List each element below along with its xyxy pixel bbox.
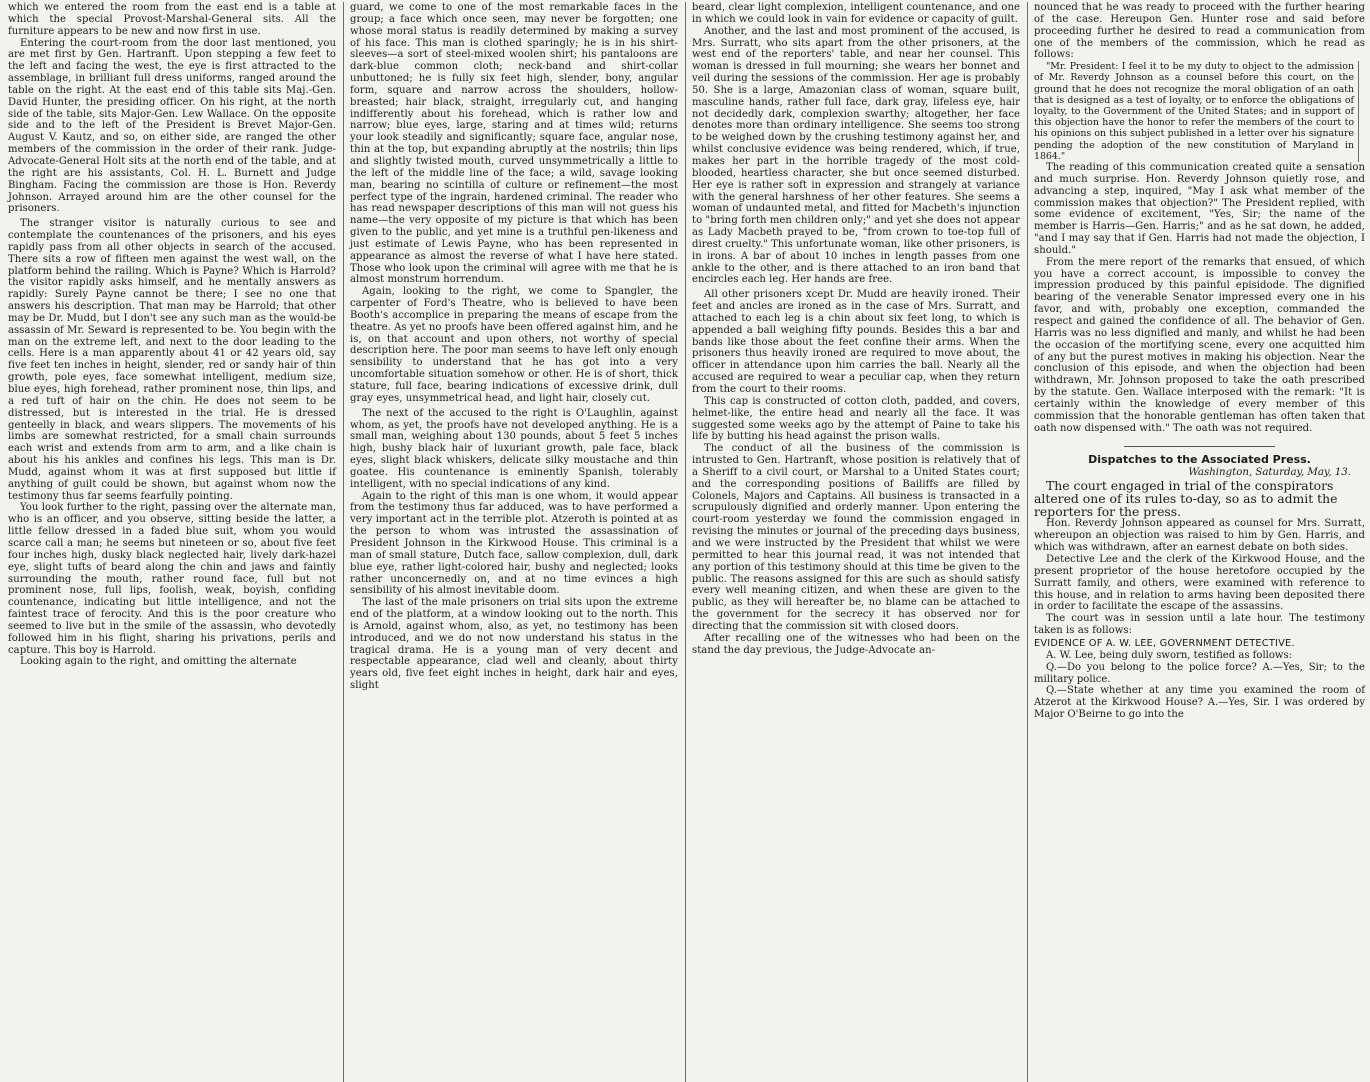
- col1-paragraph: Entering the court-room from the door last mentioned, you are met first by Gen. Hartranft. Upon stepping a few feet to the left and facing the west, the eye is first attracted to the assemblage, in brilliant full dress uniforms, ranged around the table on the right. At the east end of this table sits Maj.-Gen. David Hunter, the presiding officer. On his right, at the north side of the table, sits Major-Gen. Lew Wallace. On the opposite side and to the left of the President is Brevet Major-Gen. August V. Kautz, and so, on either side, are ranged the other members of the commission in the order of their rank. Judge-Advocate-General Holt sits at the north end of the table, and at the right are his assistants, Col. H. L. Burnett and Judge Bingham. Facing the commission are those is Hon. Reverdy Johnson. Arrayed around him are the other counsel for the prisoners.: [8, 37, 336, 215]
- column-1: [2, 2, 344, 1082]
- col3-paragraph: Another, and the last and most prominent of the accused, is Mrs. Surratt, who sits apart from the other prisoners, at the west end of the reporters' table, and near her counsel. This woman is dressed in full mourning; she wears her bonnet and veil during the sessions of the commission. Her age is probably 50. She is a large, Amazonian class of woman, square built, masculine hands, rather full face, dark gray, lifeless eye, hair not decidedly dark, complexion swarthy; altogether, her face denotes more than ordinary intelligence. She seems too strong to be weighed down by the crushing testimony against her, and whilst conclusive evidence was being rendered, which, if true, makes her part in the horrible tragedy of the most cold-blooded, heartless character, she but once seemed disturbed. Her eye is rather soft in expression and strangely at variance with the general harshness of her other features. She seems a woman of undaunted metal, and fitted for Macbeth's injunction to "bring forth men children only;" and yet she does not appear as Lady Macbeth prayed to be, "from crown to toe-top full of direst cruelty." This unfortunate woman, like other prisoners, is in irons. A bar of about 10 inches in length passes from one ankle to the other, and is there attached to an iron band that encircles each leg. Her hands are free.: [692, 25, 1020, 286]
- col1-paragraph: The stranger visitor is naturally curious to see and contemplate the countenances of the prisoners, and his eyes rapidly pass from all other objects in search of the accused. There sits a row of fifteen men against the west wall, on the platform behind the railing. Which is Payne? Which is Harrold? the visitor rapidly asks himself, and he mentally answers as rapidly: Surely Payne cannot be there; I see no one that answers his description. That man may be Harrold; that other may be Dr. Mudd, but I don't see any such man as the would-be assassin of Mr. Seward is represented to be. You begin with the man on the extreme left, and next to the door leading to the cells. Here is a man apparently about 41 or 42 years old, say five feet ten inches in height, slender, red or sandy hair of thin growth, pole eyes, face somewhat intelligent, medium size, blue eyes, high forehead, rather prominent nose, thin lips, and a red tuft of hair on the chin. He does not seem to be distressed, but is interested in the trial. He is dressed genteelly in black, and wears slippers. The movements of his limbs are somewhat restricted, for a small chain surrounds each wrist and extends from arm to arm, and a like chain is about his his ankles and confines his legs. This man is Dr. Mudd, against whom it was at first supposed but little if anything of guilt could be shown, but against whom now the testimony thus far seems fearfully pointing.: [8, 218, 336, 502]
- col4-opening: nounced that he was ready to proceed with the further hearing of the case. Hereupon Gen. Hunter rose and said before proceeding further he desired to read a communication from one of the members of the commission, which he read as follows:: [1034, 2, 1365, 61]
- dispatch-headline: Dispatches to the Associated Press.: [1088, 453, 1311, 467]
- col1-paragraph: You look further to the right, passing over the alternate man, who is an officer, and you observe, sitting beside the latter, a little fellow dressed in a faded blue suit, whom you would scarce call a man; he seems but nineteen or so, about five feet four inches high, dusky black neglected hair, lively dark-hazel eye, slight tufts of beard along the chin and jaws and faintly surrounding the mouth, rather round face, full but not prominent nose, full lips, foolish, weak, boyish, confiding countenance, indicating but little intelligence, and not the faintest trace of ferocity. And this is the poor creature who seemed to live but in the smile of the assassin, who devotedly followed him in his flight, sharing his privations, perils and capture. This boy is Harrold.: [8, 502, 336, 656]
- col1-paragraph: Looking again to the right, and omitting the alternate: [20, 656, 297, 668]
- evidence-line: Q.—Do you belong to the police force? A.—Yes, Sir; to the military police.: [1034, 661, 1365, 685]
- dispatch-paragraph: Detective Lee and the clerk of the Kirkwood House, and the present proprietor of the house heretofore occupied by the Surratt family, and others, were examined with reference to this house, and in relation to arms having been deposited there in order to facilitate the escape of the assassins.: [1034, 553, 1365, 613]
- col1-paragraph: which we entered the room from the east end is a table at which the special Provost-Marshal-General sits. All the furniture appears to be new and now first in use.: [8, 2, 336, 37]
- col3-paragraph: This cap is constructed of cotton cloth, padded, and covers, helmet-like, the entire head and nearly all the face. It was suggested some weeks ago by the attempt of Paine to take his life by butting his head against the prison walls.: [692, 395, 1020, 443]
- section-divider: [1124, 446, 1275, 447]
- col3-paragraph: All other prisoners xcept Dr. Mudd are heavily ironed. Their feet and ancles are ironed as in the case of Mrs. Surratt, and attached to each leg is a chin about six feet long, to which is appended a ball weighing fifty pounds. Besides this a bar and bands like those about the feet confine their arms. When the prisoners thus heavily ironed are required to move about, the officer in attendance upon him carries the ball. Nearly all the accused are required to wear a peculiar cap, when they return from the court to their rooms.: [692, 289, 1020, 395]
- evidence-line: Q.—State whether at any time you examined the room of Atzerot at the Kirkwood House? A.—Yes, Sir. I was ordered by Major O'Beirne to go into the: [1034, 685, 1365, 721]
- col3-paragraph: beard, clear light complexion, intelligent countenance, and one in which we could look in vain for evidence or capacity of guilt.: [692, 2, 1020, 25]
- col2-paragraph: Again to the right of this man is one whom, it would appear from the testimony thus far adduced, was to have performed a very important act in the terrible plot. Atzeroth is pointed at as the person to whom was intrusted the assassination of President Johnson in the Kirkwood House. This criminal is a man of small stature, Dutch face, sallow complexion, dull, dark blue eye, rather light-colored hair, bushy and neglected; looks rather unconcernedly on, and at no time evinces a high sensibility of his almost inevitable doom.: [350, 490, 678, 597]
- evidence-heading: EVIDENCE OF A. W. LEE, GOVERNMENT DETECTIVE.: [1034, 637, 1295, 649]
- column-4: [1028, 2, 1370, 1082]
- col2-paragraph: The last of the male prisoners on trial sits upon the extreme end of the platform, at a window looking out to the north. This is Arnold, against whom, also, as yet, no testimony has been introduced, and we do not now understand his status in the tragical drama. He is a young man of very decent and respectable appearance, clad well and cleanly, about thirty years old, five feet eight inches in height, dark hair and eyes, slight: [350, 597, 678, 692]
- objection-quote: "Mr. President: I feel it to be my duty to object to the admission of Mr. Reverdy Johnson as a counsel before this court, on the ground that he does not recognize the moral obligation of an oath that is designed as a test of loyalty, or to enforce the obligations of loyalty, to the Government of the United States; and in support of this objection have the honor to refer the members of the court to his opinions on this subject published in a letter over his signature pending the adoption of the new constitution of Maryland in 1864.": [1034, 61, 1354, 162]
- col2-paragraph: guard, we come to one of the most remarkable faces in the group; a face which once seen, may never be forgotten; one whose moral status is readily determined by making a survey of his face. This man is clothed sparingly; he is in his shirt-sleeves—a sort of steel-mixed woolen shirt; his pantaloons are dark-blue common cloth; neck-band and shirt-collar unbuttoned; he is fully six feet high, slender, bony, angular form, square and narrow across the shoulders, hollow-breasted; hair black, straight, irregularly cut, and hanging indifferently about his forehead, which is rather low and narrow; blue eyes, large, staring and at times wild; returns your look steadily and significantly; square face, angular nose, thin at the top, but expanding abruptly at the nostrils; thin lips and slightly twisted mouth, curved unsymmetrically a little to the left of the middle line of the face; a wild, savage looking man, bearing no scintilla of culture or refinement—the most perfect type of the ingrain, hardened criminal. The reader who has read newspaper descriptions of this man will not guess his name—the very opposite of my picture is that which has been given to the public, and yet mine is a truthful pen-likeness and just estimate of Lewis Payne, who has been represented in appearance as almost the reverse of what I have here stated. Those who look upon the criminal will agree with me that he is almost monstrum horrendum.: [350, 2, 678, 286]
- objection-quote-block: [1034, 61, 1359, 162]
- col2-paragraph: Again, looking to the right, we come to Spangler, the carpenter of Ford's Theatre, who is believed to have been Booth's accomplice in preparing the means of escape from the theatre. As yet no proofs have been offered against him, and he is, on that account and upon others, not worthy of special description here. The poor man seems to have left only enough sensibility to understand that he has got into a very uncomfortable situation somehow or other. He is of short, thick stature, full face, bearing indications of excessive drink, dull gray eyes, unsymmetrical head, and light hair, closely cut.: [350, 286, 678, 404]
- col2-paragraph: The next of the accused to the right is O'Laughlin, against whom, as yet, the proofs have not developed anything. He is a small man, weighing about 130 pounds, about 5 feet 5 inches high, bushy black hair of luxuriant growth, pale face, black eyes, slight black whiskers, delicate silky moustache and thin goatee. His countenance is eminently Spanish, tolerably intelligent, with no special indications of any kind.: [350, 407, 678, 490]
- dispatch-paragraph: Hon. Reverdy Johnson appeared as counsel for Mrs. Surratt, whereupon an objection was raised to him by Gen. Harris, and which was withdrawn, after an earnest debate on both sides.: [1034, 518, 1365, 554]
- col4-paragraph: The reading of this communication created quite a sensation and much surprise. Hon. Reverdy Johnson quietly rose, and advancing a step, inquired, "May I ask what member of the commission makes that objection?" The President replied, with some evidence of excitement, "Yes, Sir; the name of the member is Harris—Gen. Harris;" and as he sat down, he added, "and I may say that if Gen. Harris had not made the objection, I should.": [1034, 162, 1365, 256]
- col3-paragraph: The conduct of all the business of the commission is intrusted to Gen. Hartranft, whose position is relatively that of a Sheriff to a civil court, or Marshal to a United States court; and the corresponding positions of Bailiffs are filled by Colonels, Majors and Captains. All business is transacted in a scrupulously dignified and orderly manner. Upon entering the court-room yesterday we found the commission engaged in revising the minutes or journal of the preceding days business, and we were instructed by the President that whilst we were permitted to hear this journal read, it was not intended that any portion of this testimony should at this time be given to the public. The reasons assigned for this are such as should satisfy every well meaning citizen, and when these are given to the public, as they will hereafter be, no blame can be attached to the government for the secrecy it has observed nor for directing that the commission sit with closed doors.: [692, 443, 1020, 632]
- col3-paragraph: After recalling one of the witnesses who had been on the stand the day previous, the Judge-Advocate an-: [692, 632, 1020, 656]
- col4-paragraph: From the mere report of the remarks that ensued, of which you have a correct account, is impossible to convey the impression produced by this painful episidode. The dignified bearing of the venerable Senator impressed every one in his favor, and with, probably one exception, commanded the respect and gained the confidence of all. The behavior of Gen. Harris was no less dignified and manly, and whilst he had been the occasion of the mortifying scene, every one acquitted him of any but the purest motives in making his objection. Near the conclusion of this episode, and when the objection had been withdrawn, Mr. Johnson proposed to take the oath prescribed by the statute. Gen. Wallace interposed with the remark: "It is certainly within the knowledge of every member of this commission that the honorable gentleman has often taken that oath now dispensed with." The oath was not required.: [1034, 256, 1365, 434]
- dispatch-paragraph: The court was in session until a late hour. The testimony taken is as follows:: [1034, 613, 1365, 637]
- column-2: [344, 2, 686, 1082]
- dispatch-dateline: Washington, Saturday, May, 13.: [1188, 467, 1351, 479]
- column-3: [686, 2, 1028, 1082]
- evidence-line: A. W. Lee, being duly sworn, testified as follows:: [1046, 649, 1293, 661]
- dispatch-lead: The court engaged in trial of the conspirators altered one of its rules to-day, so as to admit the reporters for the press.: [1034, 478, 1338, 520]
